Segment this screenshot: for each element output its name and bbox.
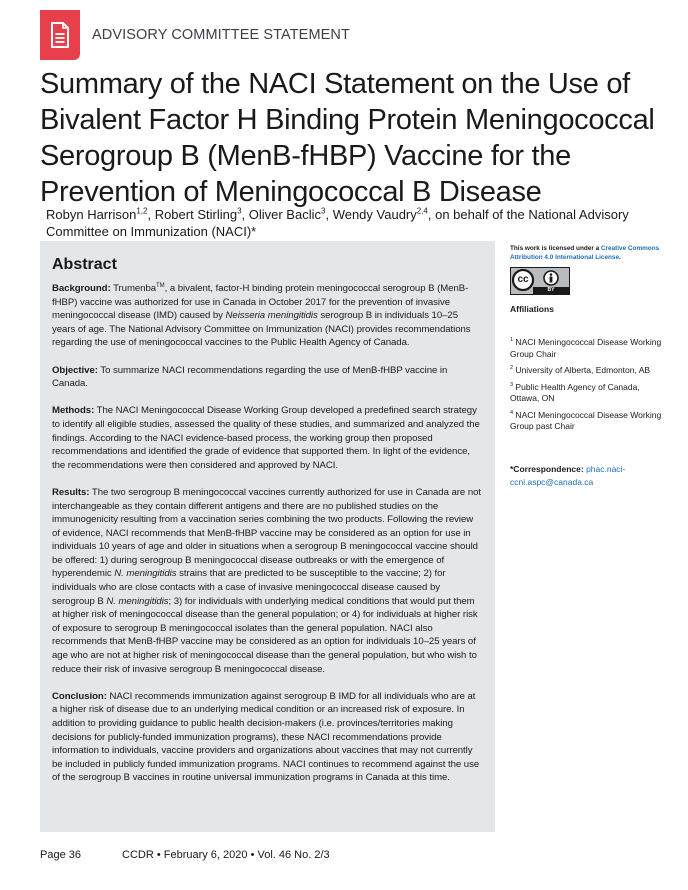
sidebar — [510, 245, 670, 489]
author: Oliver Baclic$^3$, — [248, 206, 333, 222]
creative-commons-by-icon[interactable] — [510, 267, 570, 295]
document-icon — [40, 10, 80, 60]
journal-citation: CCDR • February 6, 2020 • Vol. 46 No. 2/3 — [122, 849, 330, 861]
license-link[interactable]: Creative Commons Attribution 4.0 International License — [510, 245, 660, 261]
affiliation-item: $^2$ University of Alberta, Edmonton, AB — [510, 365, 651, 376]
abstract-heading: Abstract — [52, 256, 117, 273]
abstract-conclusion: Conclusion: NACI recommends immunization against serogroup B IMD for all individuals who are at a higher risk of disease due to an underlying medical condition or an increased risk of exposure. In addition to providing guidance to public health decision-makers (i.e. provinces/territories making decisions for publicly-funded immunization programs), these NACI recommendations provide information to individuals, vaccine providers and organizations about vaccines that may not currently be included in publicly funded immunization programs. NACI continues to recommend against the use of the serogroup B vaccines in routine universal immunization programs in Canada at this time. — [52, 690, 480, 784]
affiliation-item: $^1$ NACI Meningococcal Disease Working Group Chair — [510, 337, 662, 359]
correspondence-email-link[interactable]: phac.naci-ccni.aspc@canada.ca — [510, 463, 626, 487]
abstract-box — [40, 241, 495, 832]
document-glyph-icon — [50, 22, 70, 48]
author: Wendy Vaudry$^{2,4}$ — [332, 206, 428, 222]
abstract-objective: Objective: To summarize NACI recommendations regarding the use of MenB-fHBP vaccine in Canada. — [52, 364, 448, 390]
author-list — [46, 206, 666, 240]
abstract-background: Background: Trumenba™, a bivalent, factor-H binding protein meningococcal serogroup B (MenB-fHBP) vaccine was authorized for use in Canada in October 2017 for the prevention of invasive meningococcal disease (IMD) caused by Neisseria meningitidis serogroup B in individuals 10–25 years of age. The National Advisory Committee on Immunization (NACI) provides recommendations regarding the use of meningococcal vaccines to the Public Health Agency of Canada. — [52, 282, 471, 349]
affiliations-list — [510, 337, 670, 433]
cc-by-label: BY — [533, 287, 569, 294]
author: Robert Stirling$^3$, — [154, 206, 249, 222]
affiliation-item: $^3$ Public Health Agency of Canada, Ottawa, ON — [510, 381, 640, 404]
abstract-results: Results: The two serogroup B meningococcal vaccines currently authorized for use in Canada are not interchangeable as they contain different antigens and there are no published studies on the immunogenicity resulting from a vaccination series combining the two products. Following the review of evidence, NACI recommends that MenB-fHBP vaccine may be considered as an option for use in individuals 10 years of age and older in situations when a serogroup B meningococcal vaccine should be offered: 1) during serogroup B meningococcal disease outbreaks or with the emergence of hyperendemic N. meningitidis strains that are predicted to be susceptible to the vaccine; 2) for individuals who are close contacts with a case of invasive meningococcal disease caused by serogroup B N. meningitidis; 3) for individuals with underlying medical conditions that would put them at higher risk of meningococcal disease than the general population; or 4) for individuals at higher risk of exposure to serogroup B meningococcal isolates than the general population. NACI also recommends that MenB-fHBP vaccine may be considered as an option for individuals 10–25 years of age who are not at higher risk of meningococcal disease than the general population, but who wish to reduce their risk of invasive serogroup B meningococcal disease. — [52, 486, 482, 675]
affiliations-heading: Affiliations — [510, 304, 554, 315]
abstract-methods: Methods: The NACI Meningococcal Disease Working Group developed a predefined search strategy to identify all eligible studies, assessed the quality of these studies, and summarized and analyzed the findings. According to the NACI evidence-based process, the working group then proposed recommendations and identified the grade of evidence that supported them. In light of the evidence, the recommendations were then considered and approved by NACI. — [52, 405, 480, 471]
affiliation-item: $^4$ NACI Meningococcal Disease Working Group past Chair — [510, 409, 662, 432]
cc-text: cc — [517, 274, 529, 286]
authors-suffix: , on behalf of the National Advisory Committee on Immunization (NACI)* — [46, 207, 629, 239]
page-number: Page 36 — [40, 849, 81, 861]
author: Robyn Harrison$^{1,2}$, — [46, 206, 155, 222]
correspondence: *Correspondence: phac.naci-ccni.aspc@canada.ca — [510, 463, 626, 487]
section-label: ADVISORY COMMITTEE STATEMENT — [92, 27, 350, 43]
article-title: Summary of the NACI Statement on the Use of Bivalent Factor H Binding Protein Meningococcal Serogroup B (MenB-fHBP) Vaccine for the Prevention of Meningococcal B Disease — [40, 68, 655, 208]
license-notice: This work is licensed under a Creative Commons Attribution 4.0 International License. — [510, 245, 660, 261]
